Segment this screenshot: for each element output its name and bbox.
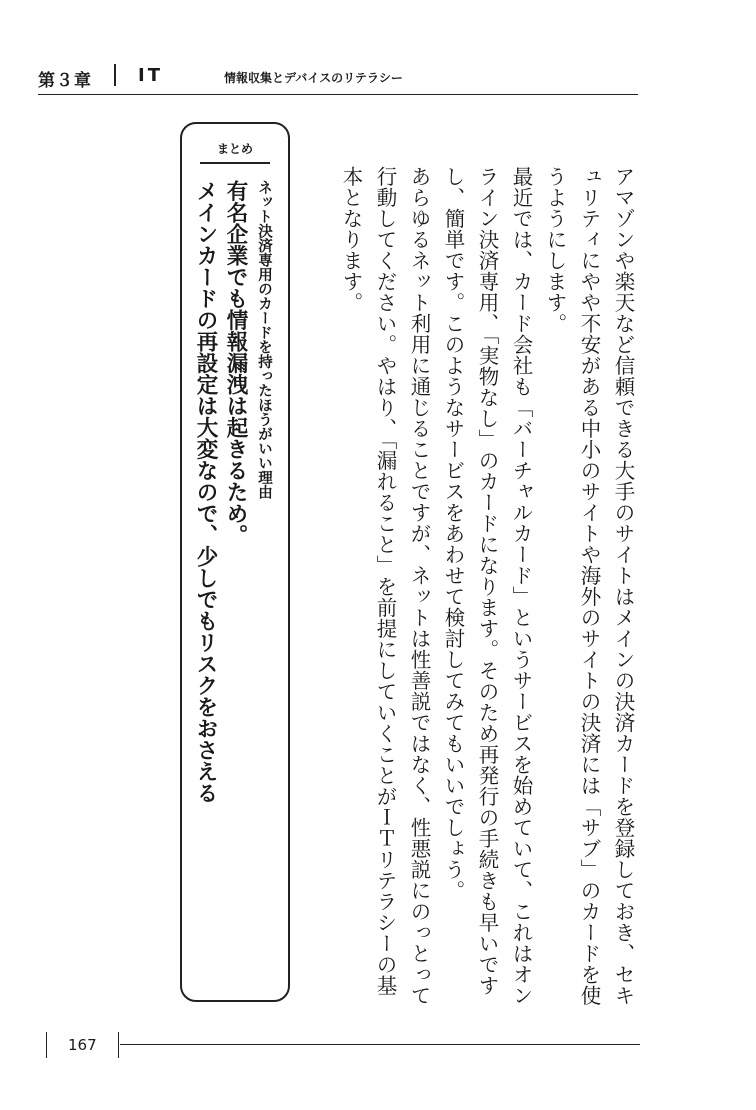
header-separator xyxy=(114,64,116,86)
body-paragraph-1: アマゾンや楽天など信頼できる大手のサイトはメインの決済カードを登録しておき、セキュリティにやや不安がある中小のサイトや海外のサイトの決済には「サブ」のカードを使うようにします。 xyxy=(543,166,635,1006)
body-paragraph-3: あらゆるネット利用に通じることですが、ネットは性善説ではなく、性悪説にのっとって行動してください。やはり、「漏れること」を前提にしていくことがＩＴリテラシーの基本となります。 xyxy=(339,166,431,1006)
footer-bar-left xyxy=(46,1032,47,1058)
page-number: 167 xyxy=(68,1036,97,1054)
header-topic: IT xyxy=(138,65,163,86)
footer-bar-right xyxy=(118,1032,119,1058)
body-text xyxy=(322,166,640,1006)
summary-label: まとめ xyxy=(216,142,253,156)
header-subtitle: 情報収集とデバイスのリテラシー xyxy=(224,71,403,85)
running-header xyxy=(38,60,638,100)
page-footer xyxy=(0,1032,756,1062)
summary-headline-line-2: メインカードの再設定は大変なので、少しでもリスクをおさえる xyxy=(193,180,218,804)
body-paragraph-2: 最近では、カード会社も「バーチャルカード」というサービスを始めていて、これはオンライン決済専用、「実物なし」のカードになります。そのため再発行の手続きも早いですし、簡単です。このようなサービスをあわせて検討してみてもいいでしょう。 xyxy=(441,166,533,1006)
footer-rule xyxy=(120,1044,640,1045)
summary-box xyxy=(180,122,290,1002)
chapter-label: 第３章 xyxy=(38,71,92,91)
summary-rule xyxy=(200,162,270,164)
header-rule xyxy=(38,94,638,95)
summary-headline xyxy=(190,180,250,970)
summary-headline-line-1: 有名企業でも情報漏洩は起きるため。 xyxy=(223,180,248,546)
summary-subtitle: ネット決済専用のカードを持ったほうがいい理由 xyxy=(256,180,272,499)
